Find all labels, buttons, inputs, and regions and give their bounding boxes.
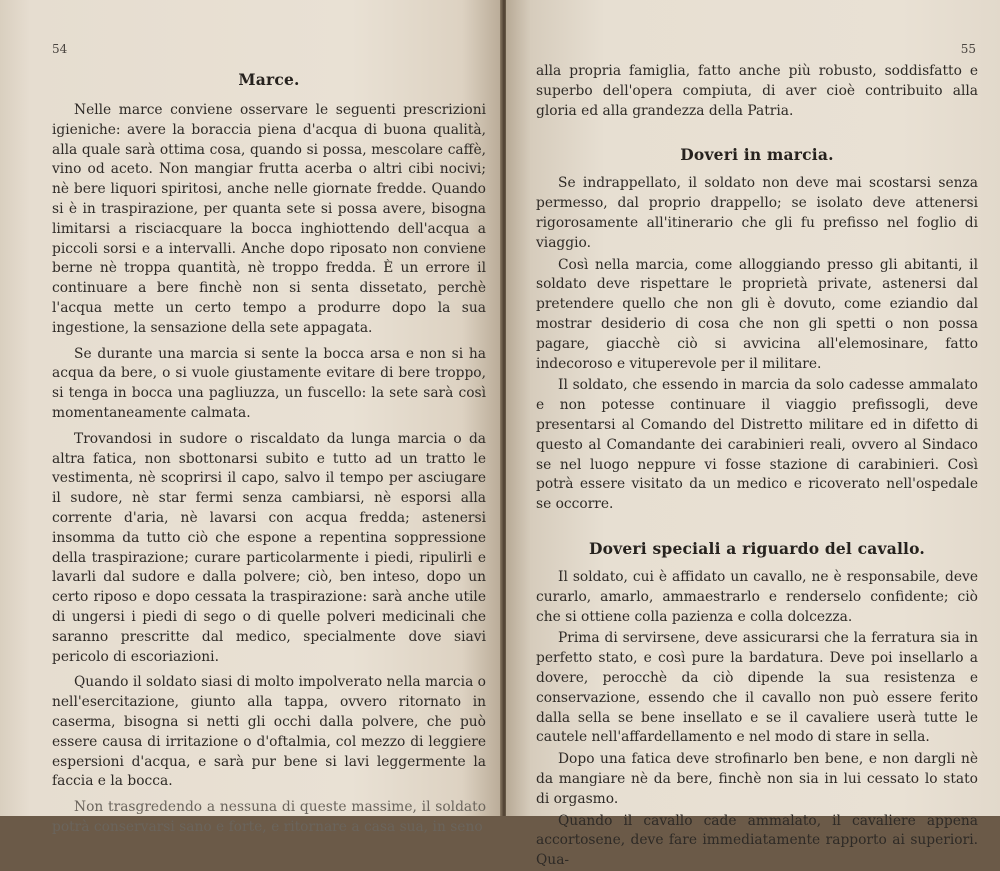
heading-doveri-in-marcia: Doveri in marcia. <box>680 145 834 165</box>
right-page <box>506 0 1000 869</box>
paragraph: Se indrappellato, il soldato non deve mai scostarsi senza permesso, dal proprio drappello; se isolato deve attenersi rigorosamente all'itinerario che gli fu prefisso nel foglio di viaggio. <box>536 175 978 251</box>
left-page <box>0 0 502 835</box>
paragraph: Quando il cavallo cade ammalato, il cavaliere appena accortosene, deve fare immediatamente rapporto ai superiori. Qua- <box>536 812 978 869</box>
paragraph: Nelle marce conviene osservare le seguenti prescrizioni igieniche: avere la boraccia piena d'acqua di buona qualità, alla quale sarà ottima cosa, quando si possa, mescolare caffè, vino od aceto. Non mangiar frutta acerba o altri cibi nocivi; nè bere liquori spiritosi, anche nelle giornate fredde. Quando si è in traspirazione, per quanta sete si possa avere, bisogna limitarsi a risciacquare la bocca inghiottendo dell'acqua a piccoli sorsi e a intervalli. Anche dopo riposato non conviene berne nè troppa quantità, nè troppo fredda. È un errore il continuare a bere finchè non si senta dissetato, perchè l'acqua mette un certo tempo a produrre dopo la sua ingestione, la sensazione della sete appagata. <box>52 102 486 336</box>
paragraph: Trovandosi in sudore o riscaldato da lunga marcia o da altra fatica, non sbottonarsi subito e tutto ad un tratto le vestimenta, nè scoprirsi il capo, salvo il tempo per asciugare il sudore, nè star fermi senza cambiarsi, nè esporsi alla corrente d'aria, nè lavarsi con acqua fredda; astenersi insomma da tutto ciò che espone a repentina soppressione della traspirazione; curare particolarmente i piedi, ripulirli e lavarli dal sudore e dalla polvere; ciò, ben inteso, dopo un certo riposo e dopo cessata la traspirazione: sarà anche utile di ungersi i piedi di sego o di quelle polveri medicinali che saranno prescritte dal medico, specialmente dove siavi pericolo di escoriazioni. <box>52 430 486 665</box>
paragraph: Il soldato, cui è affidato un cavallo, ne è responsabile, deve curarlo, amarlo, ammaestrarlo e renderselo confidente; ciò che si ottiene colla pazienza e colla dolcezza. <box>536 568 978 625</box>
heading-marce: Marce. <box>238 70 300 89</box>
paragraph: Non trasgredendo a nessuna di queste massime, il soldato potrà conservarsi sano e forte, e ritornare a casa sua, in seno <box>52 799 486 835</box>
heading-doveri-cavallo: Doveri speciali a riguardo del cavallo. <box>588 538 925 558</box>
continuation-paragraph: alla propria famiglia, fatto anche più robusto, soddisfatto e superbo dell'opera compiuta, di aver cioè contribuito alla gloria ed alla grandezza della Patria. <box>536 63 978 119</box>
page-number-right: 55 <box>960 42 976 56</box>
paragraph: Il soldato, che essendo in marcia da solo cadesse ammalato e non potesse continuare il viaggio prefissogli, deve presentarsi al Comando del Distretto militare ed in difetto di questo al Comandante dei carabinieri reali, ovvero al Sindaco se nel luogo neppure vi fosse stazione di carabinieri. Così potrà essere visitato da un medico e ricoverato nell'ospedale se occorre. <box>536 377 978 513</box>
paragraph: Così nella marcia, come alloggiando presso gli abitanti, il soldato deve rispettare le proprietà private, astenersi dal pretendere quello che non gli è dovuto, come eziandio dal mostrar desiderio di cosa che non gli spetti o non possa pagare, giacchè ciò si avvicina all'elemosinare, fatto indecoroso e vituperevole per il militare. <box>536 256 978 372</box>
paragraph: Se durante una marcia si sente la bocca arsa e non si ha acqua da bere, o si vuole giustamente evitare di bere troppo, si tenga in bocca una pagliuzza, un fuscello: la sete sarà così momentaneamente calmata. <box>52 345 486 421</box>
page-number-left: 54 <box>52 42 68 56</box>
paragraph: Quando il soldato siasi di molto impolverato nella marcia o nell'esercitazione, giunto alla tappa, ovvero ritornato in caserma, bisogna si netti gli occhi dalla polvere, che può essere causa di irritazione o d'oftalmia, col mezzo di leggiere espersioni d'acqua, e sarà pur bene si lavi leggermente la faccia e la bocca. <box>52 674 486 790</box>
paragraph: Prima di servirsene, deve assicurarsi che la ferratura sia in perfetto stato, e così pure la bardatura. Deve poi insellarlo a dovere, perocchè da ciò dipende la sua resistenza e conservazione, essendo che il cavallo non può essere ferito dalla sella se bene insellato e se il cavaliere userà tutte le cautele nell'affardellamento e nel modo di stare in sella. <box>536 630 978 746</box>
paragraph: Dopo una fatica deve strofinarlo ben bene, e non dargli nè da mangiare nè da bere, finchè non sia in lui cessato lo stato di orgasmo. <box>536 751 978 807</box>
